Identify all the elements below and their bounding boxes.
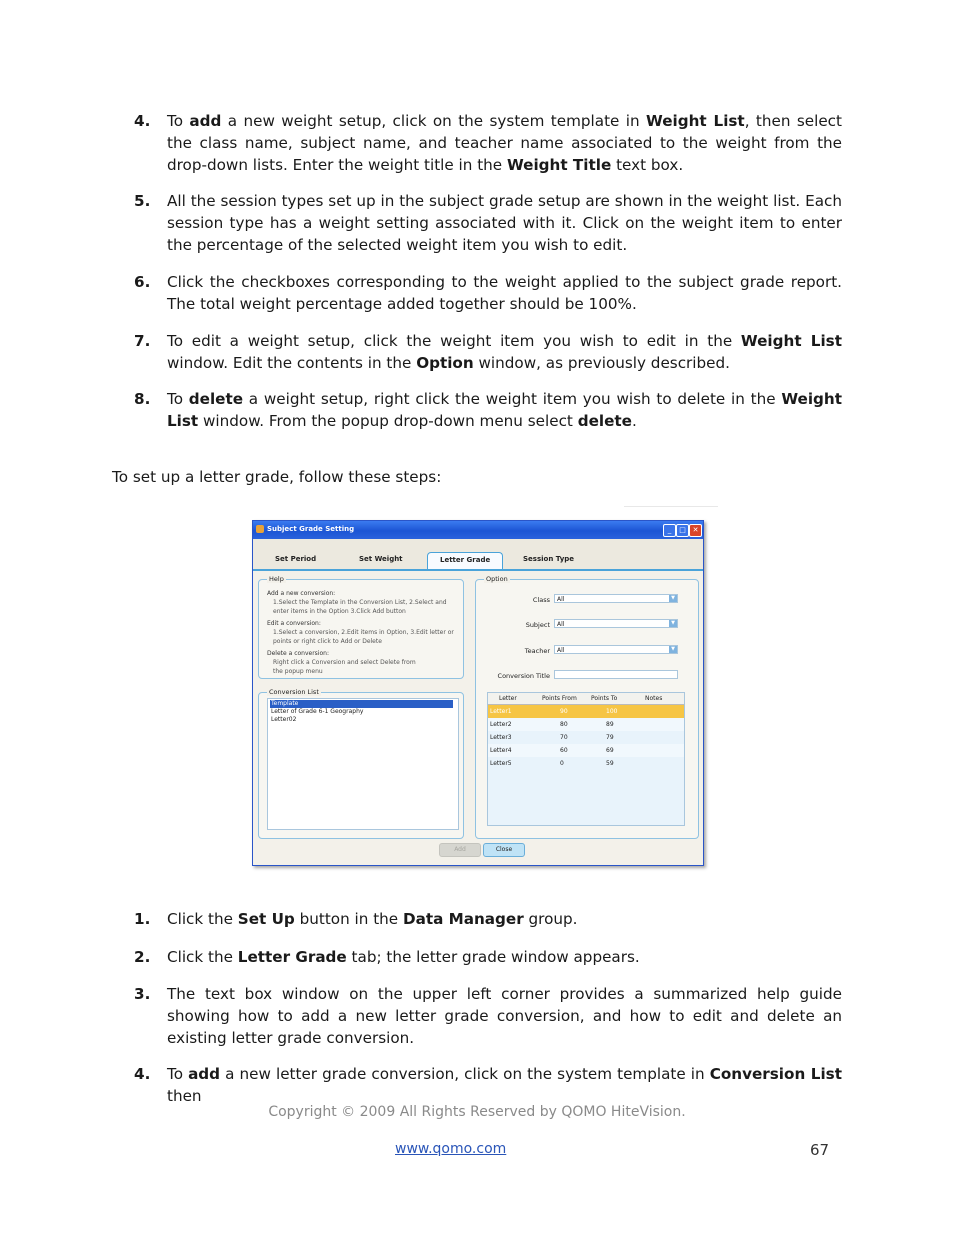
add-button[interactable]: Add bbox=[439, 843, 481, 857]
bold-term: delete bbox=[188, 390, 244, 408]
tab-strip bbox=[253, 539, 703, 571]
step-6-top bbox=[134, 272, 842, 316]
step-text bbox=[167, 947, 842, 969]
column-header-letter[interactable]: Letter bbox=[499, 695, 517, 702]
maximize-icon[interactable]: □ bbox=[676, 524, 689, 537]
help-step: enter items in the Option 3.Click Add button bbox=[273, 608, 406, 615]
conversion-list-box[interactable] bbox=[267, 698, 459, 830]
text-run: text box. bbox=[611, 155, 684, 174]
step-text bbox=[167, 909, 842, 931]
grid-cell[interactable]: 60 bbox=[560, 747, 568, 754]
help-step: 1.Select a conversion, 2.Edit items in Option, 3.Edit letter or bbox=[273, 629, 454, 636]
intro-text: To set up a letter grade, follow these steps: bbox=[112, 468, 442, 486]
text-run: To bbox=[167, 1065, 189, 1083]
title-bar bbox=[253, 521, 703, 539]
step-number: 7. bbox=[134, 332, 151, 350]
bold-term: add bbox=[188, 1065, 221, 1083]
grid-cell[interactable]: 80 bbox=[560, 721, 568, 728]
help-step: the popup menu bbox=[273, 668, 323, 675]
letter-grade-grid[interactable] bbox=[487, 692, 685, 826]
text-run: a new weight setup, click on the system template in bbox=[221, 112, 646, 130]
conversion-title-input[interactable] bbox=[554, 670, 678, 679]
text-run: All the session types set up in the subject grade setup are shown in the weight list. Each session type has a weight setting associated with it. Click on the weight item to enter the percentage of the selected weight item you wish to edit. bbox=[167, 192, 842, 254]
step-4-top bbox=[134, 111, 842, 176]
bold-term: Data Manager bbox=[402, 910, 524, 928]
chevron-down-icon: ▼ bbox=[669, 595, 677, 602]
subject-select[interactable] bbox=[554, 619, 678, 628]
text-run: tab; the letter grade window appears. bbox=[346, 948, 640, 966]
step-number: 4. bbox=[134, 1065, 151, 1083]
window-title: Subject Grade Setting bbox=[267, 525, 355, 533]
step-8-top bbox=[134, 389, 842, 433]
subject-select-value: All bbox=[557, 621, 565, 628]
conversion-item[interactable]: Letter02 bbox=[271, 716, 297, 723]
step-4-bottom bbox=[134, 1064, 842, 1108]
subject-label: Subject bbox=[525, 621, 550, 629]
grid-cell[interactable]: Letter2 bbox=[490, 721, 512, 728]
text-run: The text box window on the upper left corner provides a summarized help guide showing how to add a new letter grade conversion, and how to edit and delete an existing letter grade conversion. bbox=[167, 985, 842, 1047]
text-run: Click the bbox=[167, 948, 238, 966]
bold-term: add bbox=[189, 112, 222, 130]
step-number: 2. bbox=[134, 948, 151, 966]
tab-set-period[interactable]: Set Period bbox=[275, 555, 317, 563]
grid-cell[interactable]: 69 bbox=[606, 747, 614, 754]
step-number: 6. bbox=[134, 273, 151, 291]
help-step: points or right click to Add or Delete bbox=[273, 638, 382, 645]
bold-term: Conversion List bbox=[709, 1065, 842, 1083]
teacher-select[interactable] bbox=[554, 645, 678, 654]
tab-session-type[interactable]: Session Type bbox=[523, 555, 575, 563]
close-icon[interactable]: ✕ bbox=[689, 524, 702, 537]
text-run: a weight setup, right click the weight item you wish to delete in the bbox=[243, 390, 782, 408]
conversion-title-label: Conversion Title bbox=[497, 672, 550, 680]
tab-letter-grade[interactable]: Letter Grade bbox=[427, 552, 503, 569]
text-run: To bbox=[167, 112, 190, 130]
help-step: Right click a Conversion and select Delete from bbox=[273, 659, 416, 666]
footer-website-link[interactable]: www.qomo.com bbox=[395, 1141, 507, 1157]
text-run: To edit a weight setup, click the weight item you wish to edit in the bbox=[167, 332, 741, 350]
text-run: window, as previously described. bbox=[473, 353, 730, 372]
step-text bbox=[167, 389, 842, 433]
step-3-bottom bbox=[134, 984, 842, 1049]
close-button[interactable]: Close bbox=[483, 843, 525, 857]
text-run: Click the bbox=[167, 910, 238, 928]
bold-term: Weight List bbox=[167, 390, 842, 430]
conversion-list-panel bbox=[258, 688, 464, 839]
grid-cell[interactable]: Letter1 bbox=[490, 708, 512, 715]
step-number: 1. bbox=[134, 910, 151, 928]
text-run: button in the bbox=[294, 910, 403, 928]
grid-row[interactable] bbox=[488, 718, 684, 731]
column-header-points-from[interactable]: Points From bbox=[542, 695, 577, 702]
step-text bbox=[167, 984, 842, 1049]
text-run: Click the checkboxes corresponding to the weight applied to the subject grade report. The total weight percentage added together should be 100%. bbox=[167, 273, 842, 313]
minimize-icon[interactable]: _ bbox=[663, 524, 676, 537]
step-text bbox=[167, 1064, 842, 1108]
page-number: 67 bbox=[810, 1141, 830, 1159]
grid-cell[interactable]: 0 bbox=[560, 760, 564, 767]
bold-term: Option bbox=[416, 353, 474, 372]
tab-set-weight[interactable]: Set Weight bbox=[359, 555, 403, 563]
column-header-points-to[interactable]: Points To bbox=[591, 695, 618, 702]
step-text bbox=[167, 111, 842, 176]
conversion-list-legend: Conversion List bbox=[269, 688, 319, 696]
step-text bbox=[167, 331, 842, 375]
grid-cell[interactable]: Letter4 bbox=[490, 747, 512, 754]
text-run: then bbox=[167, 1086, 202, 1105]
help-heading: Add a new conversion: bbox=[267, 590, 336, 597]
text-run: , then select the class name, subject name, and teacher name associated to the weight from the drop-down lists. Enter the weight title in the bbox=[167, 112, 842, 174]
step-text bbox=[167, 191, 842, 256]
grid-header bbox=[488, 693, 684, 705]
bold-term: Weight List bbox=[646, 112, 745, 130]
bold-term: Weight Title bbox=[506, 155, 612, 174]
grid-cell[interactable]: 70 bbox=[560, 734, 568, 741]
conversion-item[interactable]: Letter of Grade 6-1 Geography bbox=[271, 708, 364, 715]
option-panel bbox=[475, 575, 699, 839]
text-run: . bbox=[631, 411, 637, 430]
step-number: 4. bbox=[134, 112, 151, 130]
grid-row[interactable] bbox=[488, 757, 684, 770]
class-select[interactable] bbox=[554, 594, 678, 603]
teacher-label: Teacher bbox=[524, 647, 550, 655]
help-legend: Help bbox=[269, 575, 284, 583]
step-number: 8. bbox=[134, 390, 151, 408]
bold-term: Weight List bbox=[740, 332, 842, 350]
grid-cell[interactable]: Letter5 bbox=[490, 760, 512, 767]
chevron-down-icon: ▼ bbox=[669, 646, 677, 653]
bold-term: Letter Grade bbox=[237, 948, 347, 966]
chevron-down-icon: ▼ bbox=[669, 620, 677, 627]
bold-term: delete bbox=[577, 411, 632, 430]
teacher-select-value: All bbox=[557, 647, 565, 654]
step-2-bottom bbox=[134, 947, 842, 969]
text-run: group. bbox=[523, 910, 578, 928]
step-number: 5. bbox=[134, 192, 151, 210]
help-step: 1.Select the Template in the Conversion List, 2.Select and bbox=[273, 599, 447, 606]
step-1-bottom bbox=[134, 909, 842, 931]
column-header-notes[interactable]: Notes bbox=[645, 695, 663, 702]
help-panel bbox=[258, 575, 464, 679]
conversion-item-template[interactable]: Template bbox=[270, 700, 453, 708]
grid-cell[interactable]: Letter3 bbox=[490, 734, 512, 741]
subject-grade-setting-window bbox=[252, 520, 704, 866]
grid-cell[interactable]: 79 bbox=[606, 734, 614, 741]
help-heading: Edit a conversion: bbox=[267, 620, 321, 627]
text-run: window. From the popup drop-down menu select bbox=[198, 411, 578, 430]
grid-row[interactable] bbox=[488, 705, 684, 718]
app-icon bbox=[256, 525, 264, 533]
grid-row[interactable] bbox=[488, 744, 684, 757]
divider bbox=[624, 506, 718, 507]
class-select-value: All bbox=[557, 596, 565, 603]
text-run: a new letter grade conversion, click on the system template in bbox=[220, 1065, 710, 1083]
grid-cell[interactable]: 90 bbox=[560, 708, 568, 715]
text-run: To bbox=[167, 390, 189, 408]
grid-row[interactable] bbox=[488, 731, 684, 744]
text-run: window. Edit the contents in the bbox=[167, 353, 417, 372]
help-heading: Delete a conversion: bbox=[267, 650, 329, 657]
option-legend: Option bbox=[486, 575, 508, 583]
grid-cell[interactable]: 89 bbox=[606, 721, 614, 728]
grid-cell[interactable]: 59 bbox=[606, 760, 614, 767]
footer-copyright: Copyright © 2009 All Rights Reserved by QOMO HiteVision. bbox=[268, 1104, 686, 1120]
step-number: 3. bbox=[134, 985, 151, 1003]
class-label: Class bbox=[532, 596, 550, 604]
grid-cell[interactable]: 100 bbox=[606, 708, 618, 715]
step-5-top bbox=[134, 191, 842, 256]
step-7-top bbox=[134, 331, 842, 375]
bold-term: Set Up bbox=[237, 910, 295, 928]
step-text bbox=[167, 272, 842, 316]
